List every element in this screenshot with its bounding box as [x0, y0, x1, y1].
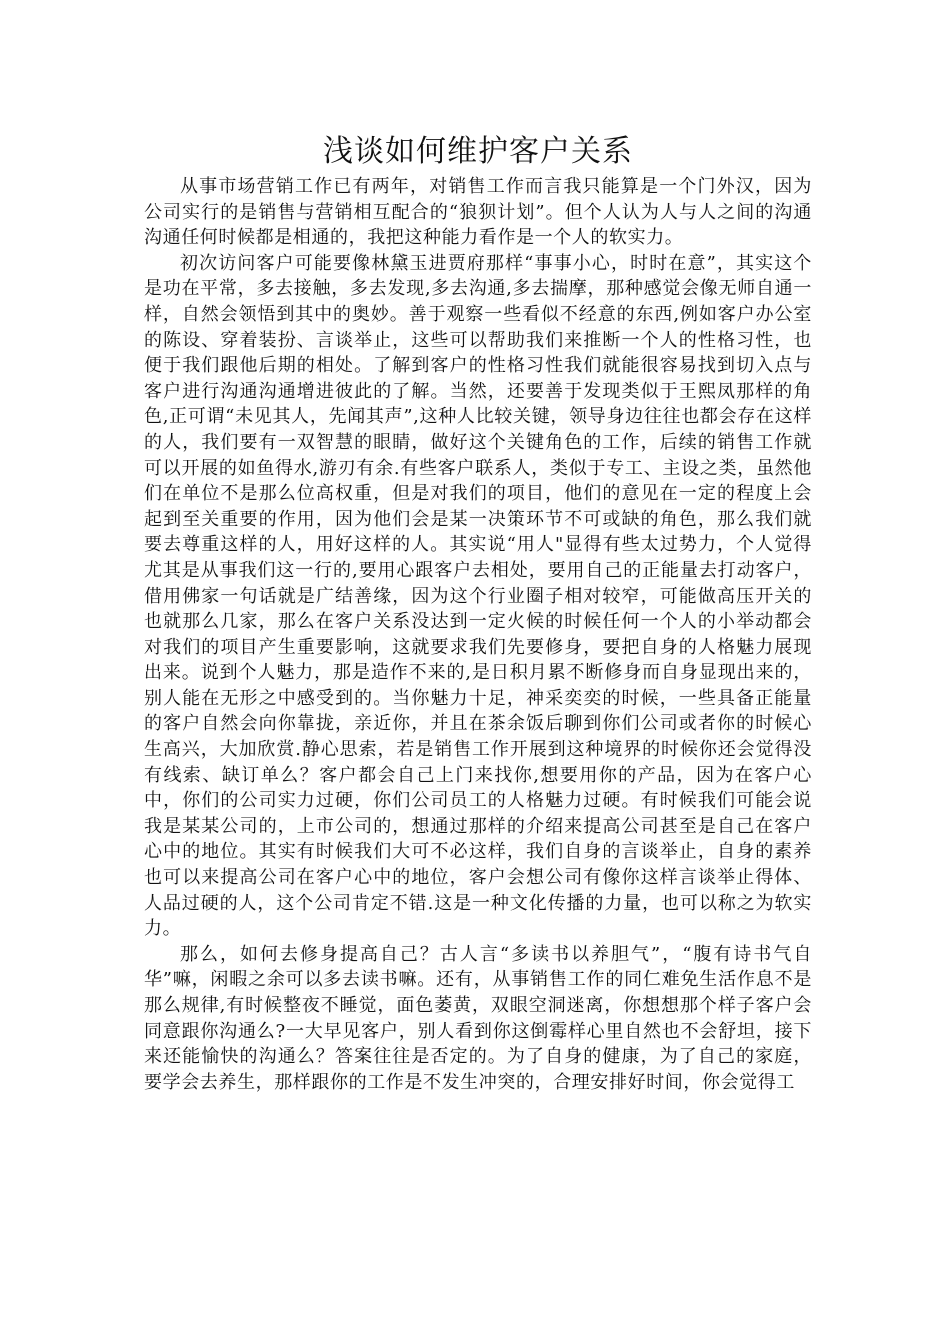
paragraph-2: 初次访问客户可能要像林黛玉进贾府那样“事事小心，时时在意”，其实这个是功在平常，多去接触，多去发现,多去沟通,多去揣摩，那种感觉会像无师自通一样，自然会领悟到其中的奥妙。善于观察一些看似不经意的东西,例如客户办公室的陈设、穿着装扮、言谈举止，这些可以帮助我们来推断一个人的性格习性，也便于我们跟他后期的相处。了解到客户的性格习性我们就能很容易找到切入点与客户进行沟通沟通增进彼此的了解。当然，还要善于发现类似于王熙凤那样的角色,正可谓“未见其人，先闻其声”,这种人比较关键，领导身边往往也都会存在这样的人，我们要有一双智慧的眼睛，做好这个关键角色的工作，后续的销售工作就可以开展的如鱼得水,游刃有余.有些客户联系人，类似于专工、主设之类，虽然他们在单位不是那么位高权重，但是对我们的项目，他们的意见在一定的程度上会起到至关重要的作用，因为他们会是某一决策环节不可或缺的角色，那么我们就要去尊重这样的人，用好这样的人。其实说“用人"显得有些太过势力，个人觉得尤其是从事我们这一行的,要用心跟客户去相处，要用自己的正能量去打动客户，借用佛家一句话就是广结善缘，因为这个行业圈子相对较窄，可能做高压开关的也就那么几家，那么在客户关系没达到一定火候的时候任何一个人的小举动都会对我们的项目产生重要影响，这就要求我们先要修身，要把自身的人格魅力展现出来。说到个人魅力，那是造作不来的,是日积月累不断修身而自身显现出来的，别人能在无形之中感受到的。当你魅力十足，神采奕奕的时候，一些具备正能量的客户自然会向你靠拢，亲近你，并且在茶余饭后聊到你们公司或者你的时候心生高兴，大加欣赏.静心思索，若是销售工作开展到这种境界的时候你还会觉得没有线索、缺订单么？客户都会自己上门来找你,想要用你的产品，因为在客户心中，你们的公司实力过硬，你们公司员工的人格魅力过硬。有时候我们可能会说我是某某公司的，上市公司的，想通过那样的介绍来提高公司甚至是自己在客户心中的地位。其实有时候我们大可不必这样，我们自身的言谈举止，自身的素养也可以来提高公司在客户心中的地位，客户会想公司有像你这样言谈举止得体、人品过硬的人，这个公司肯定不错.这是一种文化传播的力量，也可以称之为软实力。 — [144, 252, 812, 940]
document-page — [144, 130, 812, 1095]
document-title: 浅谈如何维护客户关系 — [323, 134, 633, 169]
paragraph-3: 那么，如何去修身提高自己？古人言“多读书以养胆气”，“腹有诗书气自华”嘛，闲暇之余可以多去读书嘛。还有，从事销售工作的同仁难免生活作息不是那么规律,有时候整夜不睡觉，面色萎黄，双眼空洞迷离，你想想那个样子客户会同意跟你沟通么?一大早见客户，别人看到你这倒霉样心里自然也不会舒坦，接下来还能愉快的沟通么？答案往往是否定的。为了自身的健康，为了自己的家庭，要学会去养生，那样跟你的工作是不发生冲突的，合理安排好时间，你会觉得工 — [144, 943, 812, 1093]
paragraph-1: 从事市场营销工作已有两年，对销售工作而言我只能算是一个门外汉，因为公司实行的是销售与营销相互配合的“狼狈计划”。但个人认为人与人之间的沟通沟通任何时候都是相通的，我把这种能力看作是一个人的软实力。 — [144, 176, 812, 249]
